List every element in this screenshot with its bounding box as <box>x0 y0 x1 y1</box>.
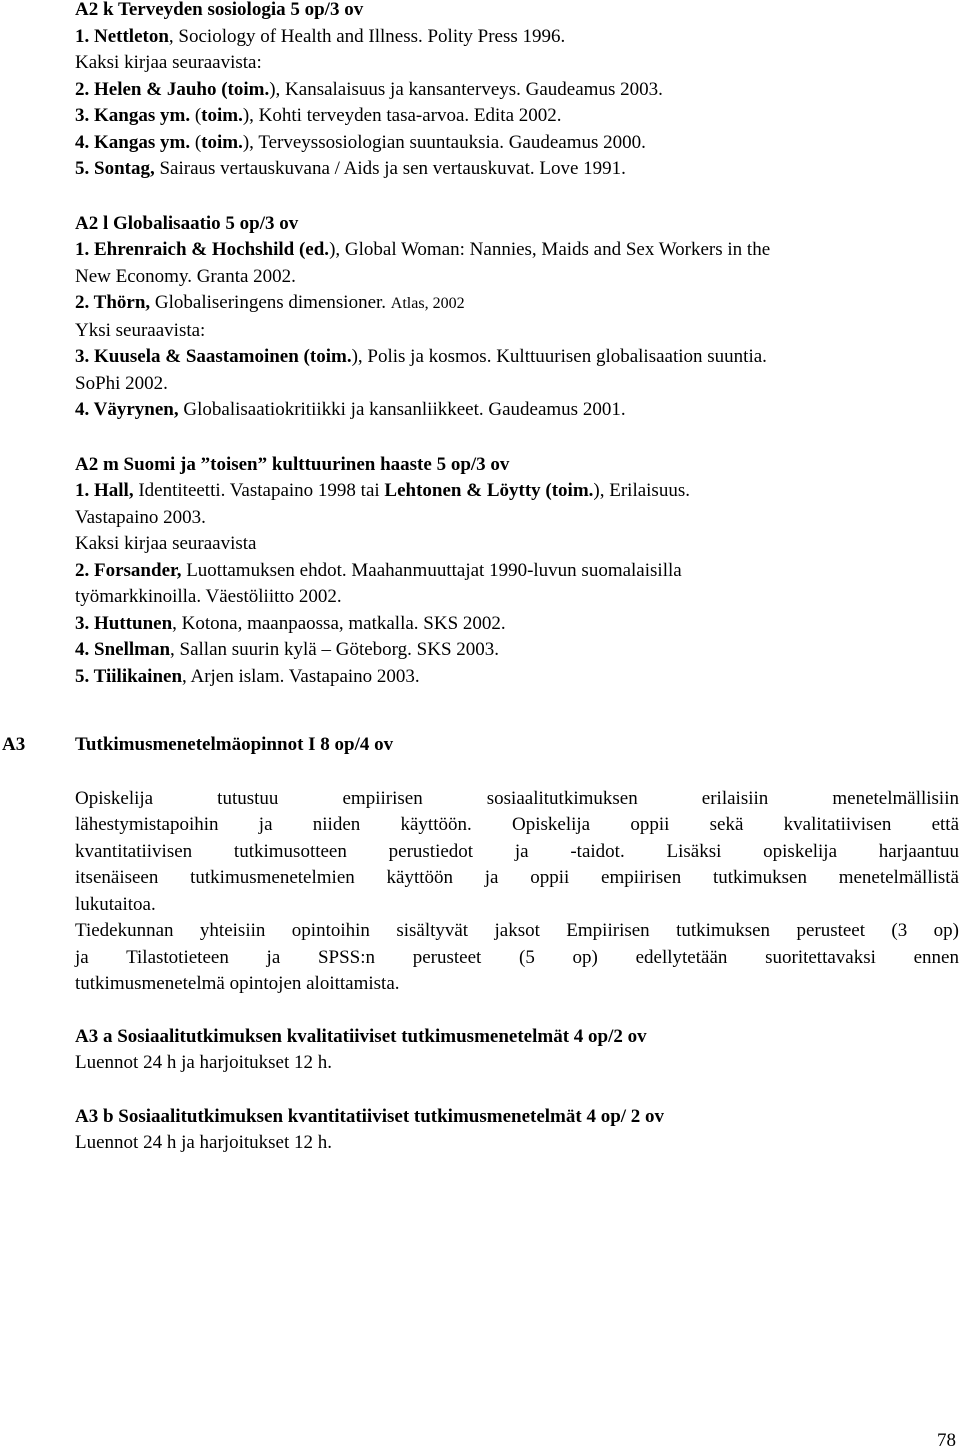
page-number: 78 <box>937 1430 956 1451</box>
section-k-item-4: 4. Kangas ym. (toim.), Terveyssosiologian suuntauksia. Gaudeamus 2000. <box>75 131 646 153</box>
section-m-item-1: 1. Hall, Identiteetti. Vastapaino 1998 tai Lehtonen & Löytty (toim.), Erilaisuus. <box>75 480 690 501</box>
section-l-title: A2 l Globalisaatio 5 op/3 ov <box>75 212 299 234</box>
section-a3a-title: A3 a Sosiaalitutkimuksen kvalitatiiviset tutkimusmenetelmät 4 op/2 ov <box>75 1025 647 1047</box>
section-a3-title: Tutkimusmenetelmäopinnot I 8 op/4 ov <box>75 734 394 755</box>
section-a3-paragraph-2: Tiedekunnan yhteisiin opintoihin sisältyvät jaksot Empiirisen tutkimuksen perusteet (3 op) ja Tilastotieteen ja SPSS:n perusteet (5 op) edellytetään suoritettavaksi ennen tutkimusmenetelmä opintojen aloittamista. <box>75 920 959 994</box>
section-m-item-5: 5. Tiilikainen, Arjen islam. Vastapaino 2003. <box>75 665 420 687</box>
section-l-item-1-cont: New Economy. Granta 2002. <box>75 265 296 287</box>
section-m-title: A2 m Suomi ja ”toisen” kulttuurinen haaste 5 op/3 ov <box>75 453 510 475</box>
section-l-choice-note: Yksi seuraavista: <box>75 319 206 341</box>
section-k-item-1: 1. Nettleton, Sociology of Health and Illness. Polity Press 1996. <box>75 25 566 47</box>
section-k-item-2: 2. Helen & Jauho (toim.), Kansalaisuus ja kansanterveys. Gaudeamus 2003. <box>75 78 663 100</box>
section-m-item-2-cont: työmarkkinoilla. Väestöliitto 2002. <box>75 586 342 607</box>
section-l-item-3: 3. Kuusela & Saastamoinen (toim.), Polis ja kosmos. Kulttuurisen globalisaation suuntia. <box>75 346 767 367</box>
section-a3-number: A3 <box>2 734 26 755</box>
section-a3a-text: Luennot 24 h ja harjoitukset 12 h. <box>75 1052 332 1073</box>
section-k-item-3: 3. Kangas ym. (toim.), Kohti terveyden tasa-arvoa. Edita 2002. <box>75 105 562 126</box>
section-m-item-1-cont: Vastapaino 2003. <box>75 506 206 528</box>
section-l-item-4: 4. Väyrynen, Globalisaatiokritiikki ja kansanliikkeet. Gaudeamus 2001. <box>75 399 626 420</box>
section-a3-heading <box>2 732 959 759</box>
section-k-item-5: 5. Sontag, Sairaus vertauskuvana / Aids ja sen vertauskuvat. Love 1991. <box>75 158 626 179</box>
section-a3-paragraph-1: Opiskelija tutustuu empiirisen sosiaalitutkimuksen erilaisiin menetelmällisiin lähestymistapoihin ja niiden käyttöön. Opiskelija oppii sekä kvalitatiivisen että kvantitatiivisen tutkimusotteen perustiedot ja -taidot. Lisäksi opiskelija harjaantuu itsenäiseen tutkimusmenetelmien käyttöön ja oppii empiirisen tutkimuksen menetelmällistä lukutaitoa. <box>75 787 959 915</box>
section-l-item-3-cont: SoPhi 2002. <box>75 372 168 394</box>
section-l-item-2: 2. Thörn, Globaliseringens dimensioner. Atlas, 2002 <box>75 292 465 313</box>
section-a3b-title: A3 b Sosiaalitutkimuksen kvantitatiiviset tutkimusmenetelmät 4 op/ 2 ov <box>75 1105 665 1127</box>
document-page <box>2 0 959 1157</box>
section-m-choice-note: Kaksi kirjaa seuraavista <box>75 533 257 554</box>
section-a3b-text: Luennot 24 h ja harjoitukset 12 h. <box>75 1132 332 1153</box>
section-m-item-3: 3. Huttunen, Kotona, maanpaossa, matkalla. SKS 2002. <box>75 612 506 634</box>
section-k-choice-note: Kaksi kirjaa seuraavista: <box>75 52 262 73</box>
section-m-item-2: 2. Forsander, Luottamuksen ehdot. Maahanmuuttajat 1990-luvun suomalaisilla <box>75 559 682 581</box>
section-l-item-1: 1. Ehrenraich & Hochshild (ed.), Global Woman: Nannies, Maids and Sex Workers in the <box>75 239 771 260</box>
section-k-title: A2 k Terveyden sosiologia 5 op/3 ov <box>75 0 364 20</box>
section-m-item-4: 4. Snellman, Sallan suurin kylä – Göteborg. SKS 2003. <box>75 639 500 660</box>
